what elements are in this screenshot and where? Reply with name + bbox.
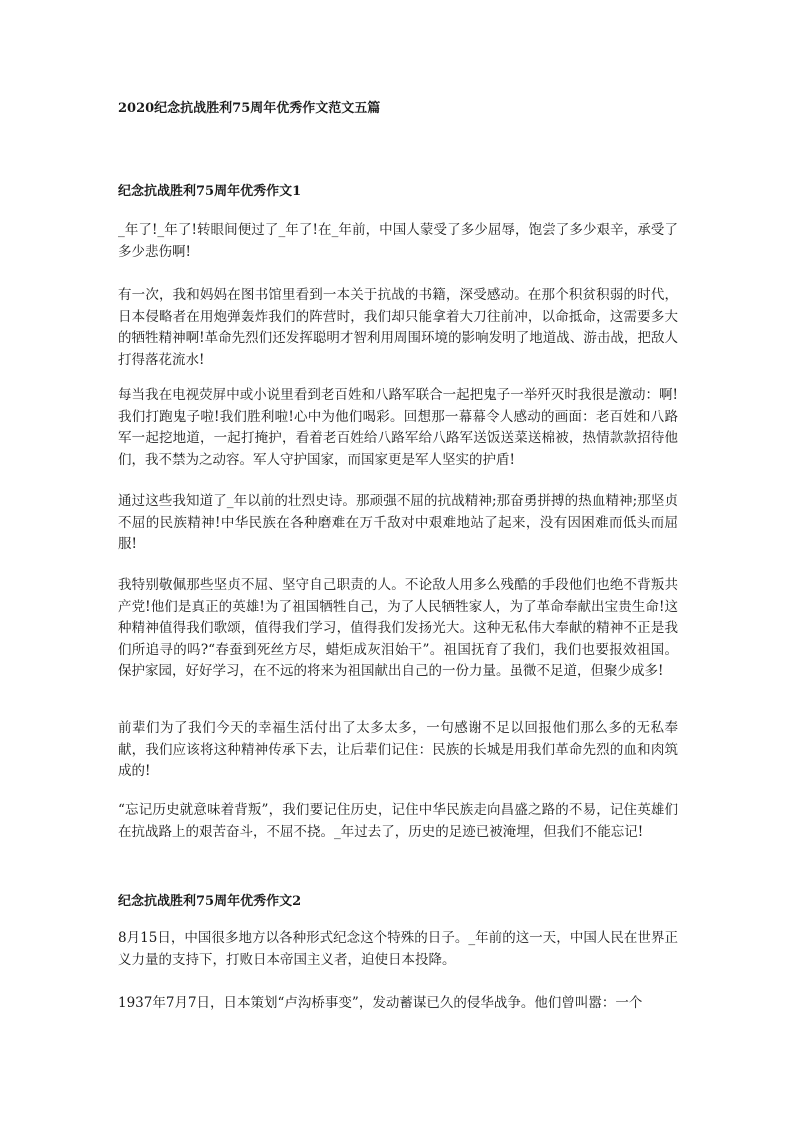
section-2-heading: 纪念抗战胜利75周年优秀作文2 [118, 894, 302, 909]
section-1-paragraph-4: 通过这些我知道了_年以前的壮烈史诗。那顽强不屈的抗战精神;那奋勇拼搏的热血精神;那坚贞不屈的民族精神!中华民族在各种磨难在万千敌对中艰难地站了起来，没有因困难而低头而屈服! [118, 493, 678, 552]
section-2-paragraph-2: 1937年7月7日，日本策划“卢沟桥事变”，发动蓄谋已久的侵华战争。他们曾叫嚣：一个 [118, 995, 643, 1011]
section-2-paragraph-1: 8月15日，中国很多地方以各种形式纪念这个特殊的日子。_年前的这一天，中国人民在世界正义力量的支持下，打败日本帝国主义者，迫使日本投降。 [118, 930, 678, 968]
section-1-heading: 纪念抗战胜利75周年优秀作文1 [118, 184, 302, 199]
section-1-paragraph-5: 我特别敬佩那些坚贞不屈、坚守自己职责的人。不论敌人用多么残酷的手段他们也绝不背叛共产党!他们是真正的英雄!为了祖国牺牲自己，为了人民牺牲家人，为了革命奉献出宝贵生命!这种精神值得我们歌颂，值得我们学习，值得我们发扬光大。这种无私伟大奉献的精神不正是我们所追寻的吗?“春蚕到死丝方尽，蜡炬成灰泪始干”。祖国抚育了我们，我们也要报效祖国。保护家园，好好学习，在不远的将来为祖国献出自己的一份力量。虽微不足道，但聚少成多! [118, 577, 678, 679]
section-1-paragraph-6: 前辈们为了我们今天的幸福生活付出了太多太多，一句感谢不足以回报他们那么多的无私奉献，我们应该将这种精神传承下去，让后辈们记住：民族的长城是用我们革命先烈的血和肉筑成的! [118, 720, 678, 779]
section-1-paragraph-1: _年了!_年了!转眼间便过了_年了!在_年前，中国人蒙受了多少屈辱，饱尝了多少艰辛，承受了多少悲伤啊! [118, 222, 678, 260]
section-1-paragraph-3: 每当我在电视荧屏中或小说里看到老百姓和八路军联合一起把鬼子一举歼灭时我很是激动：啊!我们打跑鬼子啦!我们胜利啦!心中为他们喝彩。回想那一幕幕令人感动的画面：老百姓和八路军一起挖地道，一起打掩护，看着老百姓给八路军给八路军送饭送菜送棉被，热情款款招待他们，我不禁为之动容。军人守护国家，而国家更是军人坚实的护盾! [118, 387, 678, 468]
section-1-paragraph-7: “忘记历史就意味着背叛”，我们要记住历史，记住中华民族走向昌盛之路的不易，记住英雄们在抗战路上的艰苦奋斗，不屈不挠。_年过去了，历史的足迹已被淹埋，但我们不能忘记! [118, 802, 678, 840]
section-1-paragraph-2: 有一次，我和妈妈在图书馆里看到一本关于抗战的书籍，深受感动。在那个积贫积弱的时代，日本侵略者在用炮弹轰炸我们的阵营时，我们却只能拿着大刀往前冲，以命抵命，这需要多大的牺牲精神啊!革命先烈们还发挥聪明才智利用周围环境的影响发明了地道战、游击战，把敌人打得落花流水! [118, 287, 678, 368]
document-title: 2020纪念抗战胜利75周年优秀作文范文五篇 [118, 101, 381, 116]
